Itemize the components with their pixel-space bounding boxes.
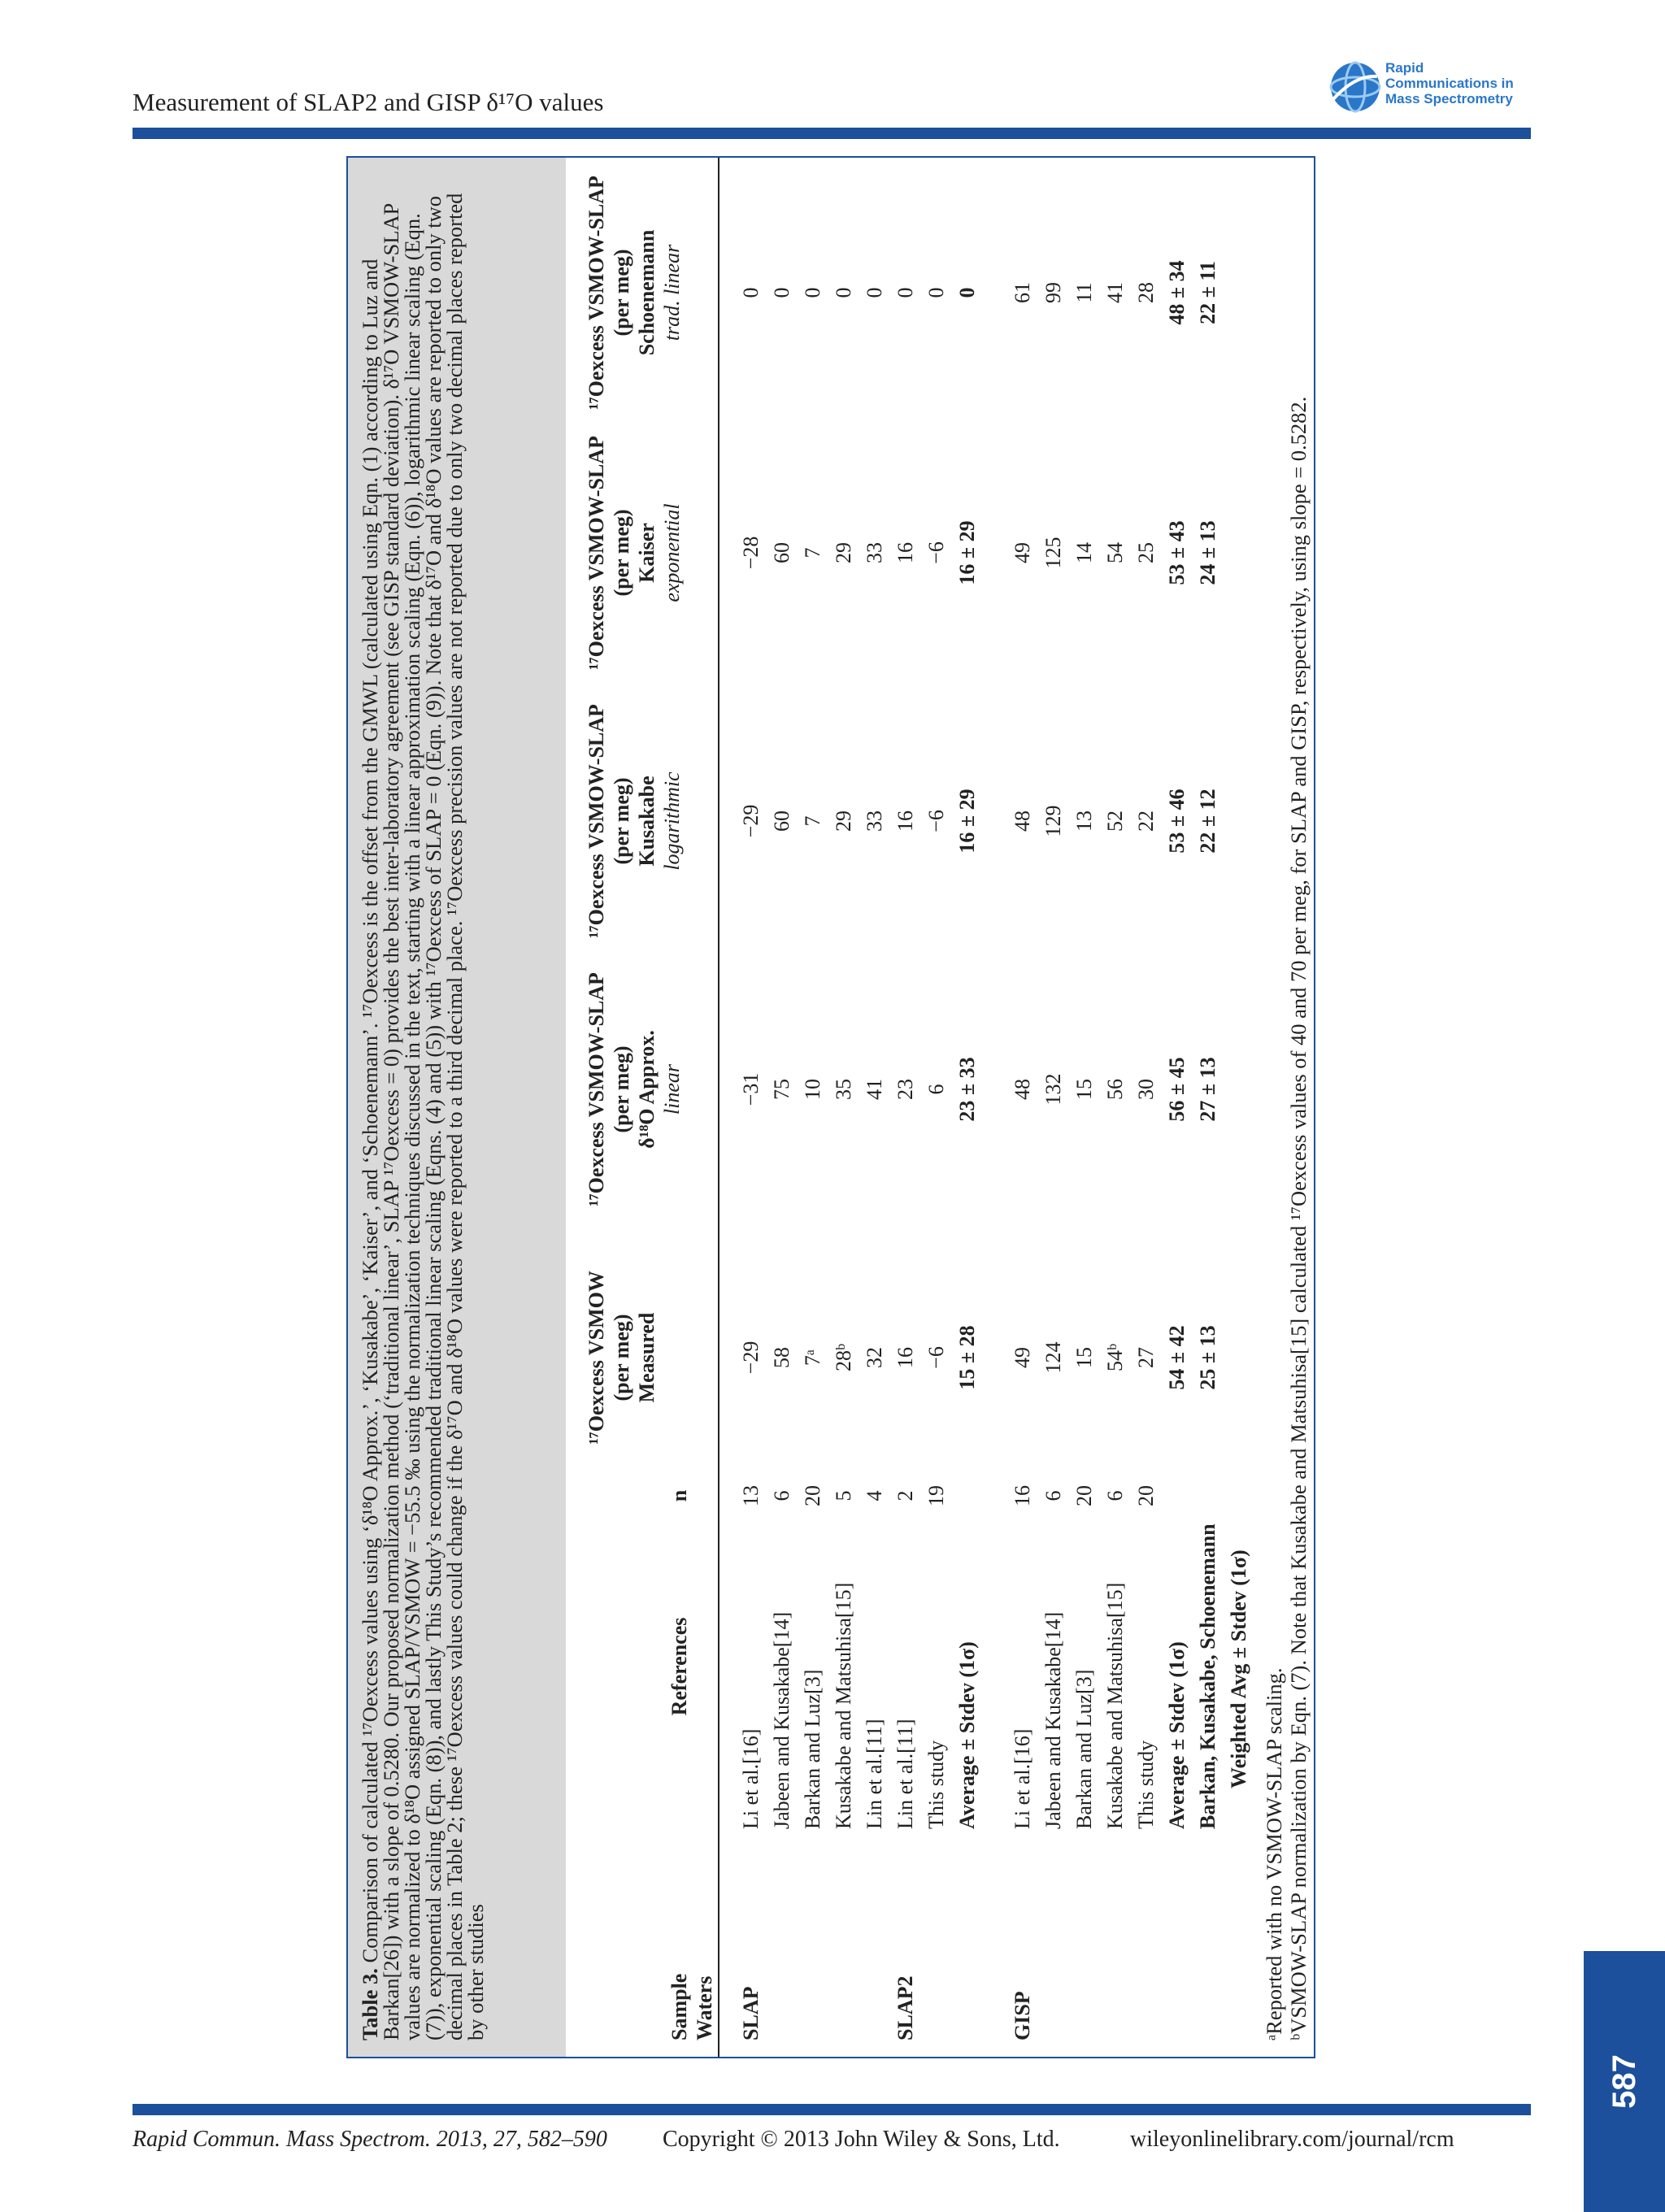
table-row-reference: Jabeen and Kusakabe[14] xyxy=(1041,1611,1065,1829)
table-cell-measured: −29 xyxy=(739,1341,763,1375)
table-cell-kusakabe: 33 xyxy=(863,810,886,832)
table-cell-measured: 16 xyxy=(893,1347,917,1368)
table-cell-approx: 56 ± 45 xyxy=(1165,1057,1189,1122)
table-cell-n: 20 xyxy=(1072,1485,1096,1506)
table-cell-kusakabe: 22 ± 12 xyxy=(1196,789,1219,854)
table-cell-approx: −31 xyxy=(739,1072,763,1106)
table-row-reference: Jabeen and Kusakabe[14] xyxy=(770,1611,793,1829)
table-row-reference: Lin et al.[11] xyxy=(893,1719,917,1829)
table-cell-kusakabe: 13 xyxy=(1072,810,1096,832)
table-cell-measured: 49 xyxy=(1011,1347,1034,1368)
table-cell-kaiser: 16 ± 29 xyxy=(955,520,979,585)
table-cell-measured: 124 xyxy=(1041,1341,1065,1374)
table-row-reference: Kusakabe and Matsuhisa[15] xyxy=(1103,1582,1127,1829)
table-cell-schoenemann: 22 ± 11 xyxy=(1196,261,1219,324)
table-cell-kaiser: 7 xyxy=(801,547,824,558)
table-cell-kusakabe: 16 ± 29 xyxy=(955,789,979,854)
table-cell-schoenemann: 0 xyxy=(955,287,979,298)
table-cell-approx: 6 xyxy=(924,1084,948,1095)
table-row-reference: Li et al.[16] xyxy=(1011,1728,1034,1829)
table-cell-kusakabe: 16 xyxy=(893,810,917,832)
citation: Rapid Commun. Mass Spectrom. 2013, 27, 582–590 xyxy=(133,2127,607,2152)
table-cell-kusakabe: 52 xyxy=(1103,810,1127,832)
table-cell-approx: 27 ± 13 xyxy=(1196,1057,1219,1122)
copyright: Copyright © 2013 John Wiley & Sons, Ltd. xyxy=(663,2127,1060,2152)
table-cell-schoenemann: 0 xyxy=(863,287,886,298)
col-references: References xyxy=(667,1617,691,1716)
table-cell-kusakabe: 129 xyxy=(1041,805,1065,837)
table-cell-schoenemann: 41 xyxy=(1103,282,1127,303)
table-cell-schoenemann: 28 xyxy=(1134,282,1158,303)
table-cell-approx: 23 ± 33 xyxy=(955,1057,979,1122)
table-cell-approx: 23 xyxy=(893,1079,917,1100)
table-cell-n: 20 xyxy=(1134,1485,1158,1506)
table-cell-approx: 75 xyxy=(770,1079,793,1100)
table-caption-text: Comparison of calculated ¹⁷Oexcess values using ‘δ¹⁸O Approx.’, ‘Kusakabe’, ‘Kaiser’, and ‘Schoenemann’. ¹⁷Oexcess is the offset from the GMWL (calculated using Eqn. (1) according to Luz and Barkan[26]) with a slope of 0.5280. Our proposed normalization method (‘traditional linear’, SLAP ¹⁷Oexcess = 0) provides the best inter-laboratory agreement (see GISP standard deviation). δ¹⁷O VSMOW-SLAP values are normalized to δ¹⁸O assigned SLAP/VSMOW = −55.5 ‰ using the normalization techniques discussed in the text, starting with a linear approximation scaling (Eqn. (6)), logarithmic linear scaling (Eqn. (7)), exponential scaling (Eqn. (8)), and lastly This Study’s recommended traditional linear scaling (Eqns. (4) and (5)) with ¹⁷Oexcess of SLAP = 0 (Eqn. (9)). Note that δ¹⁷O and δ¹⁸O values are reported to only two decimal places in Table 2; these ¹⁷Oexcess values could change if the δ¹⁷O and δ¹⁸O values were reported to a third decimal place. ¹⁷Oexcess precision values are not reported due to only two decimal places reported by other studies xyxy=(358,193,488,2040)
footnote-a: ᵃReported with no VSMOW-SLAP scaling. xyxy=(1262,1667,1286,2040)
table-cell-approx: 56 xyxy=(1103,1079,1127,1100)
table-3 xyxy=(346,156,1315,2058)
table-cell-kusakabe: −29 xyxy=(739,804,763,838)
table-cell-kaiser: 14 xyxy=(1072,542,1096,563)
table-cell-approx: 10 xyxy=(801,1079,824,1100)
table-cell-schoenemann: 0 xyxy=(893,287,917,298)
table-cell-measured: 25 ± 13 xyxy=(1196,1325,1219,1390)
group-label: SLAP2 xyxy=(893,1975,917,2040)
page-number: 587 xyxy=(1606,2054,1642,2109)
col-kusakabe: ¹⁷Oexcess VSMOW-SLAP (per meg) Kusakabe logarithmic xyxy=(585,704,684,938)
group-label: SLAP xyxy=(739,1986,763,2040)
table-cell-measured: 32 xyxy=(863,1347,886,1368)
table-cell-kusakabe: 22 xyxy=(1134,810,1158,832)
table-cell-measured: 58 xyxy=(770,1347,793,1368)
table-cell-kusakabe: 60 xyxy=(770,810,793,832)
table-cell-measured: 15 ± 28 xyxy=(955,1325,979,1390)
table-cell-schoenemann: 48 ± 34 xyxy=(1165,260,1189,325)
col-n: n xyxy=(667,1489,691,1502)
table-cell-measured: 28ᵇ xyxy=(832,1343,855,1372)
group-label: GISP xyxy=(1011,1991,1034,2040)
table-cell-kaiser: −6 xyxy=(924,541,948,564)
table-cell-kaiser: 49 xyxy=(1011,542,1034,563)
table-cell-schoenemann: 11 xyxy=(1072,282,1096,303)
table-cell-n: 16 xyxy=(1011,1485,1034,1506)
table-cell-n: 6 xyxy=(770,1490,793,1501)
table-cell-schoenemann: 61 xyxy=(1011,282,1034,303)
journal-url[interactable]: wileyonlinelibrary.com/journal/rcm xyxy=(1130,2127,1454,2152)
table-row-reference: This study xyxy=(1134,1740,1158,1829)
footer-rule xyxy=(133,2104,1531,2115)
table-cell-kaiser: 16 xyxy=(893,542,917,563)
table-cell-kusakabe: 7 xyxy=(801,815,824,827)
table-cell-measured: 27 xyxy=(1134,1347,1158,1368)
table-cell-kaiser: 29 xyxy=(832,542,855,563)
table-cell-approx: 15 xyxy=(1072,1079,1096,1100)
table-row-reference: Barkan, Kusakabe, Schoenemann xyxy=(1196,1523,1219,1829)
table-row-reference: Kusakabe and Matsuhisa[15] xyxy=(832,1582,855,1829)
table-cell-schoenemann: 99 xyxy=(1041,282,1065,303)
table-row-reference: Barkan and Luz[3] xyxy=(801,1669,824,1829)
journal-logo xyxy=(1327,59,1537,124)
table-label: Table 3. xyxy=(358,1968,382,2040)
running-title: Measurement of SLAP2 and GISP δ¹⁷O values xyxy=(133,88,604,116)
table-cell-approx: 41 xyxy=(863,1079,886,1100)
table-cell-measured: 54 ± 42 xyxy=(1165,1325,1189,1390)
table-cell-approx: 48 xyxy=(1011,1079,1034,1100)
table-cell-n: 4 xyxy=(863,1490,886,1501)
table-cell-kaiser: 60 xyxy=(770,542,793,563)
table-cell-n: 6 xyxy=(1041,1490,1065,1501)
table-cell-kusakabe: −6 xyxy=(924,810,948,832)
table-cell-n: 19 xyxy=(924,1485,948,1506)
table-cell-approx: 35 xyxy=(832,1079,855,1100)
table-cell-n: 6 xyxy=(1103,1490,1127,1501)
table-cell-kaiser: 25 xyxy=(1134,542,1158,563)
col-approx: ¹⁷Oexcess VSMOW-SLAP (per meg) δ¹⁸O Approx. linear xyxy=(585,972,684,1206)
table-cell-kaiser: 53 ± 43 xyxy=(1165,520,1189,585)
table-row-reference: Average ± Stdev (1σ) xyxy=(1165,1641,1189,1829)
table-row-reference: Average ± Stdev (1σ) xyxy=(955,1641,979,1829)
table-row-reference: Li et al.[16] xyxy=(739,1728,763,1829)
table-cell-n: 13 xyxy=(739,1485,763,1506)
table-row-reference: Lin et al.[11] xyxy=(863,1719,886,1829)
table-cell-kaiser: 33 xyxy=(863,542,886,563)
table-row-reference: Barkan and Luz[3] xyxy=(1072,1669,1096,1829)
journal-logo-text: Rapid Communications in Mass Spectrometry xyxy=(1385,60,1514,106)
table-cell-measured: 7ᵃ xyxy=(801,1349,824,1367)
table-cell-kaiser: 125 xyxy=(1041,537,1065,569)
table-row-reference: This study xyxy=(924,1740,948,1829)
table-cell-kaiser: 24 ± 13 xyxy=(1196,520,1219,585)
header-rule xyxy=(133,128,1531,139)
rotated-table-content xyxy=(348,158,1314,2057)
table-cell-schoenemann: 0 xyxy=(832,287,855,298)
table-cell-measured: −6 xyxy=(924,1346,948,1369)
table-cell-kusakabe: 48 xyxy=(1011,810,1034,832)
table-row-reference: Weighted Avg ± Stdev (1σ) xyxy=(1227,1549,1250,1788)
table-cell-n: 5 xyxy=(832,1490,855,1501)
table-cell-kaiser: 54 xyxy=(1103,542,1127,563)
table-cell-measured: 15 xyxy=(1072,1347,1096,1368)
table-cell-n: 2 xyxy=(893,1490,917,1501)
journal-globe-icon xyxy=(1327,59,1384,115)
table-cell-kaiser: −28 xyxy=(739,536,763,570)
header-rule-line xyxy=(718,158,719,2057)
col-measured: ¹⁷Oexcess VSMOW (per meg) Measured xyxy=(585,1271,659,1445)
col-sample: Sample Waters xyxy=(667,1973,716,2040)
table-cell-kusakabe: 29 xyxy=(832,810,855,832)
table-cell-kusakabe: 53 ± 46 xyxy=(1165,789,1189,854)
table-cell-measured: 54ᵇ xyxy=(1103,1343,1127,1372)
table-cell-schoenemann: 0 xyxy=(739,287,763,298)
col-kaiser: ¹⁷Oexcess VSMOW-SLAP (per meg) Kaiser exponential xyxy=(585,436,684,670)
table-cell-schoenemann: 0 xyxy=(801,287,824,298)
footnote-b: ᵇVSMOW-SLAP normalization by Eqn. (7). Note that Kusakabe and Matsuhisa[15] calculated ¹⁷Oexcess values of 40 and 70 per meg, for SLAP and GISP, respectively, using slope = 0.5282. xyxy=(1286,396,1311,2040)
table-cell-schoenemann: 0 xyxy=(924,287,948,298)
table-cell-n: 20 xyxy=(801,1485,824,1506)
table-cell-approx: 30 xyxy=(1134,1079,1158,1100)
col-schoenemann: ¹⁷Oexcess VSMOW-SLAP (per meg) Schoenemann trad. linear xyxy=(585,176,684,410)
page-number-tab xyxy=(1584,1951,1665,2212)
table-caption xyxy=(359,171,486,2040)
table-cell-approx: 132 xyxy=(1041,1073,1065,1106)
table-cell-schoenemann: 0 xyxy=(770,287,793,298)
